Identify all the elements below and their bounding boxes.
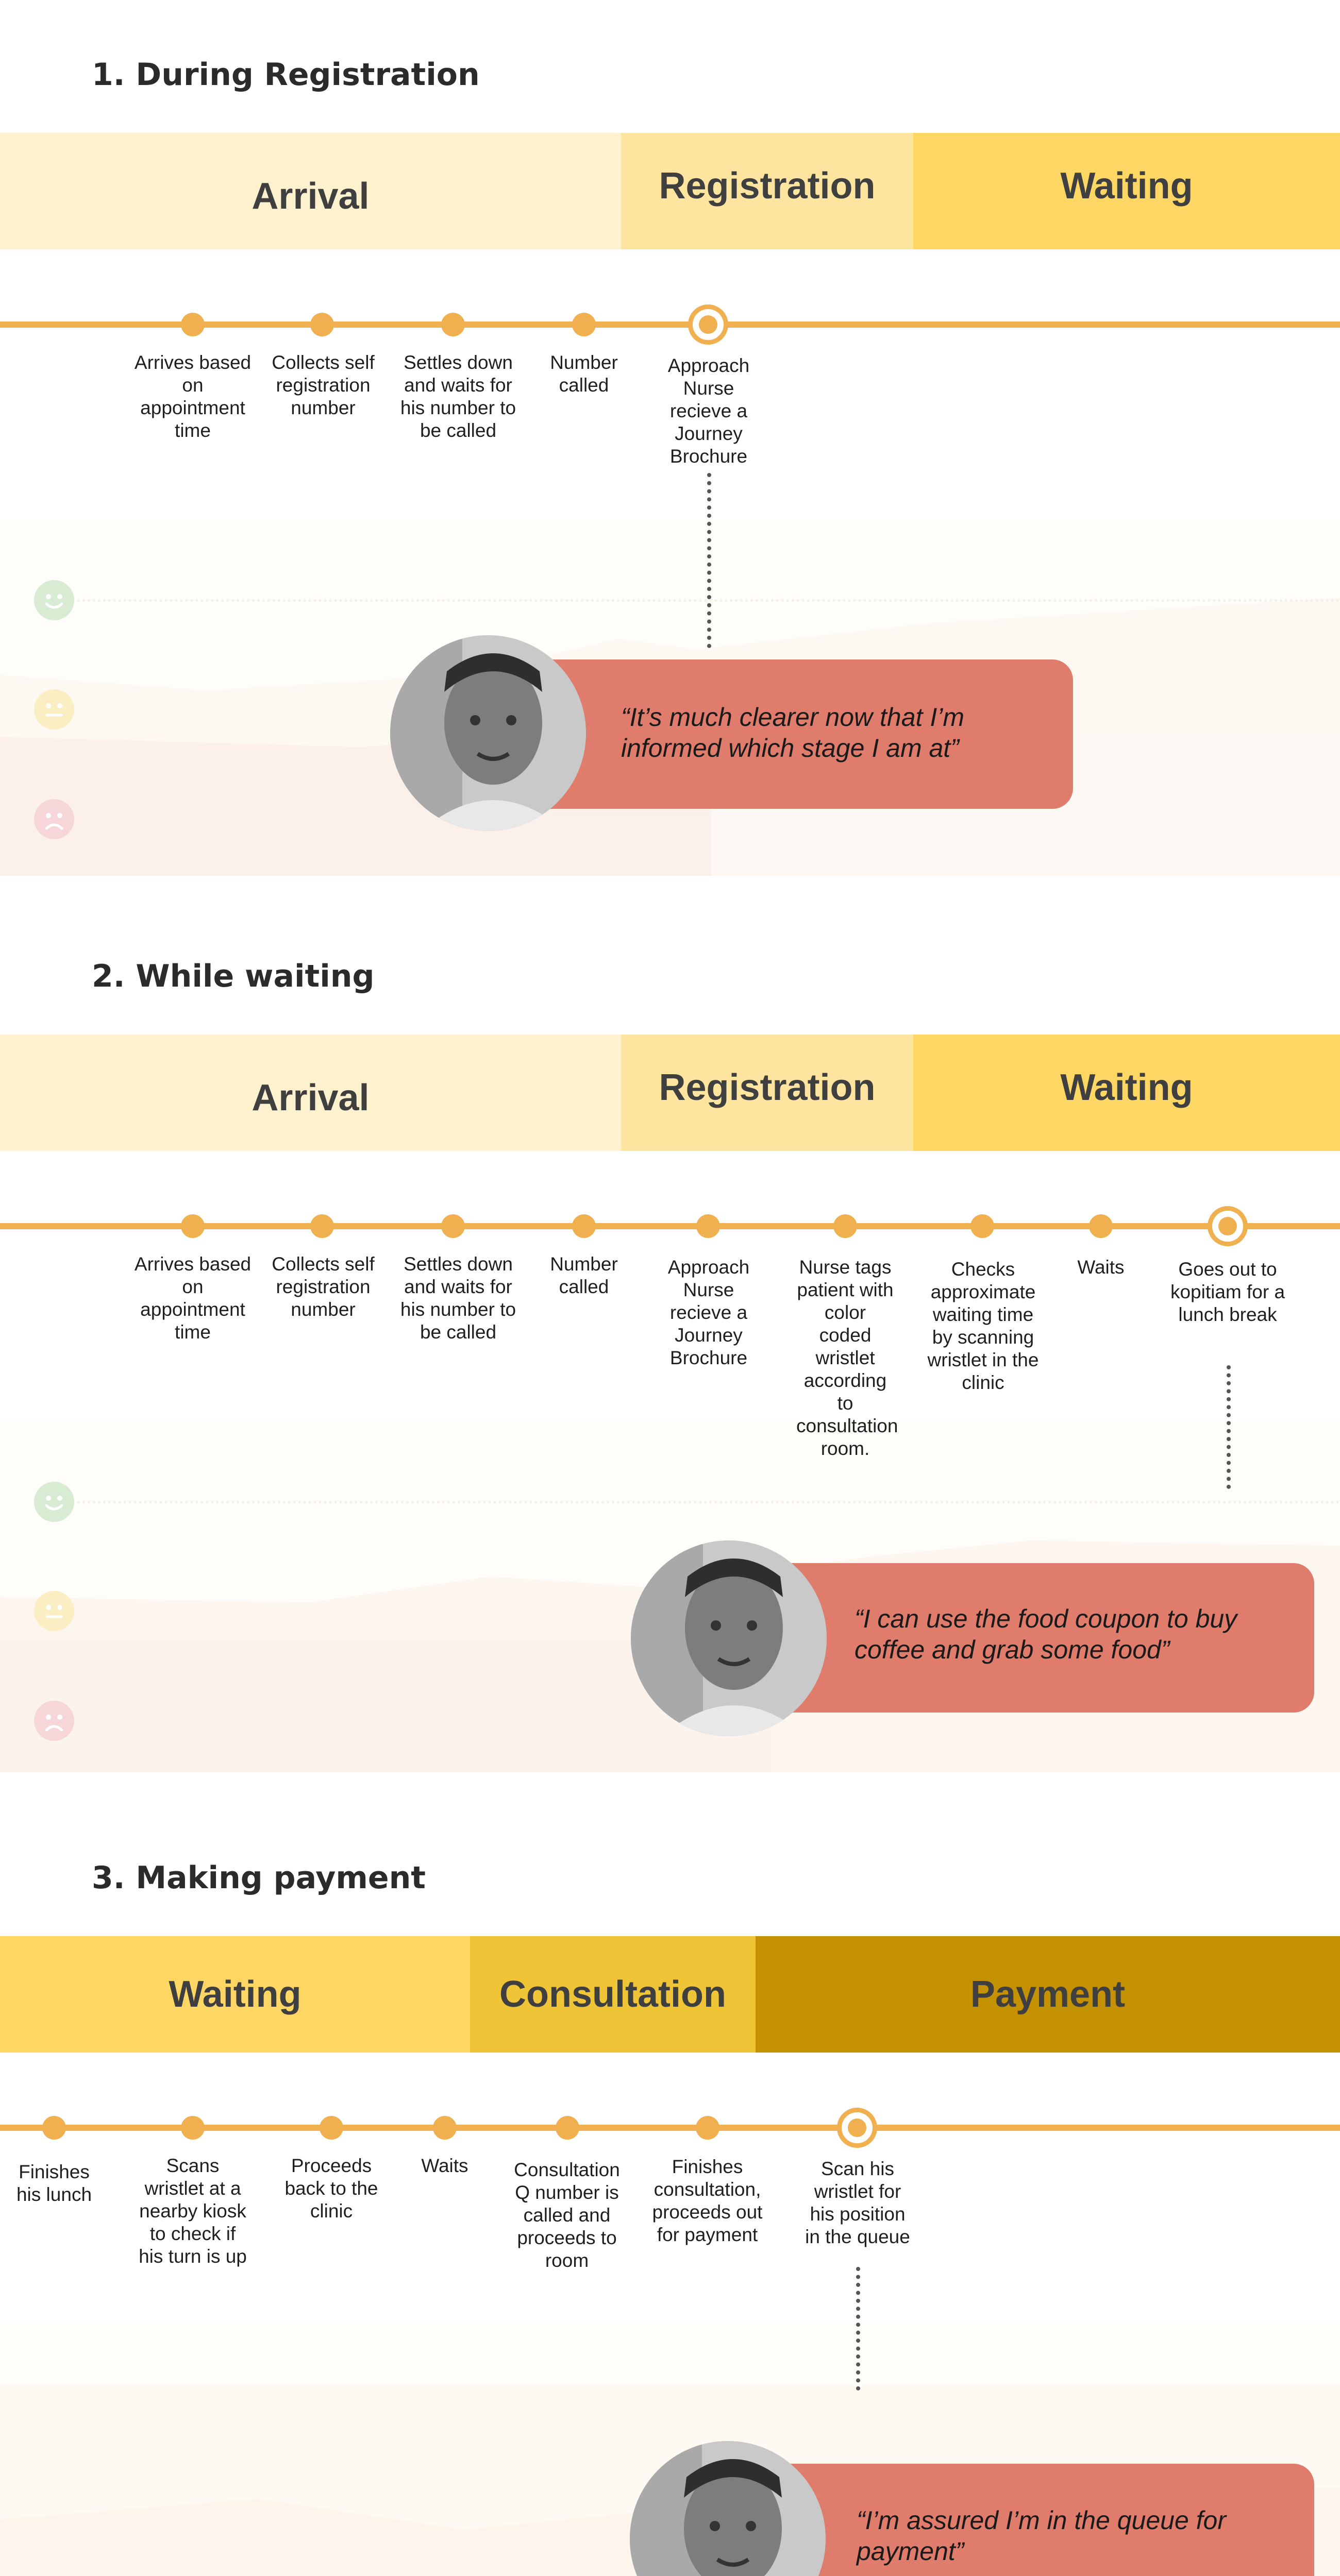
step-label: Finishes his lunch (16, 2161, 92, 2205)
phase-consultation: Consultation (470, 1936, 756, 2053)
current-step-ring-icon (1208, 1206, 1248, 1246)
timeline-dot-icon (833, 1214, 857, 1238)
happy-face-icon (34, 1482, 74, 1522)
timeline-dot-icon (320, 2116, 343, 2140)
connector-dotted-line (856, 2267, 860, 2391)
timeline-dot-icon (441, 1214, 465, 1238)
section-while-waiting (0, 902, 1340, 1803)
happy-baseline (77, 1501, 1340, 1503)
phase-registration: Registration (621, 1035, 913, 1151)
quote-text: “I can use the food coupon to buy coffee and grab some food” (855, 1604, 1237, 1664)
quote-text: “I’m assured I’m in the queue for payment” (857, 2506, 1226, 2566)
timeline-dot-icon (310, 313, 334, 336)
step-label: Waits (1077, 1257, 1125, 1278)
current-step-ring-icon (837, 2108, 877, 2148)
step-label: Scan his wristlet for his position in the queue (805, 2158, 910, 2247)
happy-baseline (77, 599, 1340, 602)
current-step-ring-icon (688, 304, 728, 345)
phase-arrival: Arrival (0, 133, 621, 249)
timeline-dot-icon (572, 1214, 596, 1238)
step-label: Arrives based on appointment time (134, 1253, 252, 1343)
section-during-registration (0, 0, 1340, 902)
timeline-dot-icon (42, 2116, 66, 2140)
step-label: Settles down and waits for his number to be called (400, 1253, 516, 1343)
step-label: Approach Nurse recieve a Journey Brochure (667, 355, 750, 467)
step-label: Proceeds back to the clinic (284, 2155, 378, 2222)
timeline-dot-icon (181, 313, 205, 336)
step-label: Scans wristlet at a nearby kiosk to check if his turn is up (139, 2155, 247, 2267)
step-label: Goes out to kopitiam for a lunch break (1170, 1259, 1285, 1325)
timeline-dot-icon (1089, 1214, 1113, 1238)
timeline-dot-icon (441, 313, 465, 336)
phase-arrival: Arrival (0, 1035, 621, 1151)
phase-payment: Payment (756, 1936, 1340, 2053)
person-avatar-icon (631, 1540, 827, 1736)
timeline-dot-icon (181, 1214, 205, 1238)
step-label: Consultation Q number is called and proceeds to room (514, 2159, 620, 2271)
step-label: Collects self registration number (272, 352, 375, 418)
neutral-face-icon (34, 1591, 74, 1631)
timeline-dot-icon (556, 2116, 579, 2140)
timeline-dot-icon (310, 1214, 334, 1238)
step-label: Arrives based on appointment time (134, 352, 252, 441)
section-title: 3. Making payment (92, 1860, 426, 1896)
phase-registration: Registration (621, 133, 913, 249)
sad-face-icon (34, 799, 74, 839)
section-title: 2. While waiting (92, 958, 375, 994)
step-label: Waits (421, 2155, 468, 2176)
step-label: Number called (550, 1253, 618, 1297)
connector-dotted-line (707, 473, 711, 648)
section-making-payment (0, 1803, 1340, 2576)
phase-waiting: Waiting (913, 1035, 1340, 1151)
sad-face-icon (34, 1701, 74, 1741)
happy-face-icon (34, 580, 74, 620)
step-label: Collects self registration number (272, 1253, 375, 1320)
timeline-dot-icon (696, 2116, 719, 2140)
step-label: Approach Nurse recieve a Journey Brochure (667, 1257, 750, 1368)
step-label: Settles down and waits for his number to be called (400, 352, 516, 441)
quote-text: “It’s much clearer now that I’m informed which stage I am at” (621, 703, 964, 762)
phase-waiting: Waiting (0, 1936, 470, 2053)
step-label: Nurse tags patient with color coded wristlet according to consultation room. (796, 1257, 898, 1459)
phase-waiting: Waiting (913, 133, 1340, 249)
section-title: 1. During Registration (92, 57, 480, 93)
neutral-face-icon (34, 689, 74, 730)
step-label: Finishes consultation, proceeds out for payment (652, 2156, 763, 2245)
timeline-dot-icon (970, 1214, 994, 1238)
timeline-dot-icon (696, 1214, 720, 1238)
step-label: Number called (550, 352, 618, 396)
timeline-dot-icon (572, 313, 596, 336)
step-label: Checks approximate waiting time by scanning wristlet in the clinic (927, 1259, 1039, 1393)
timeline-dot-icon (433, 2116, 457, 2140)
timeline-dot-icon (181, 2116, 205, 2140)
connector-dotted-line (1227, 1365, 1231, 1489)
person-avatar-icon (390, 635, 586, 831)
